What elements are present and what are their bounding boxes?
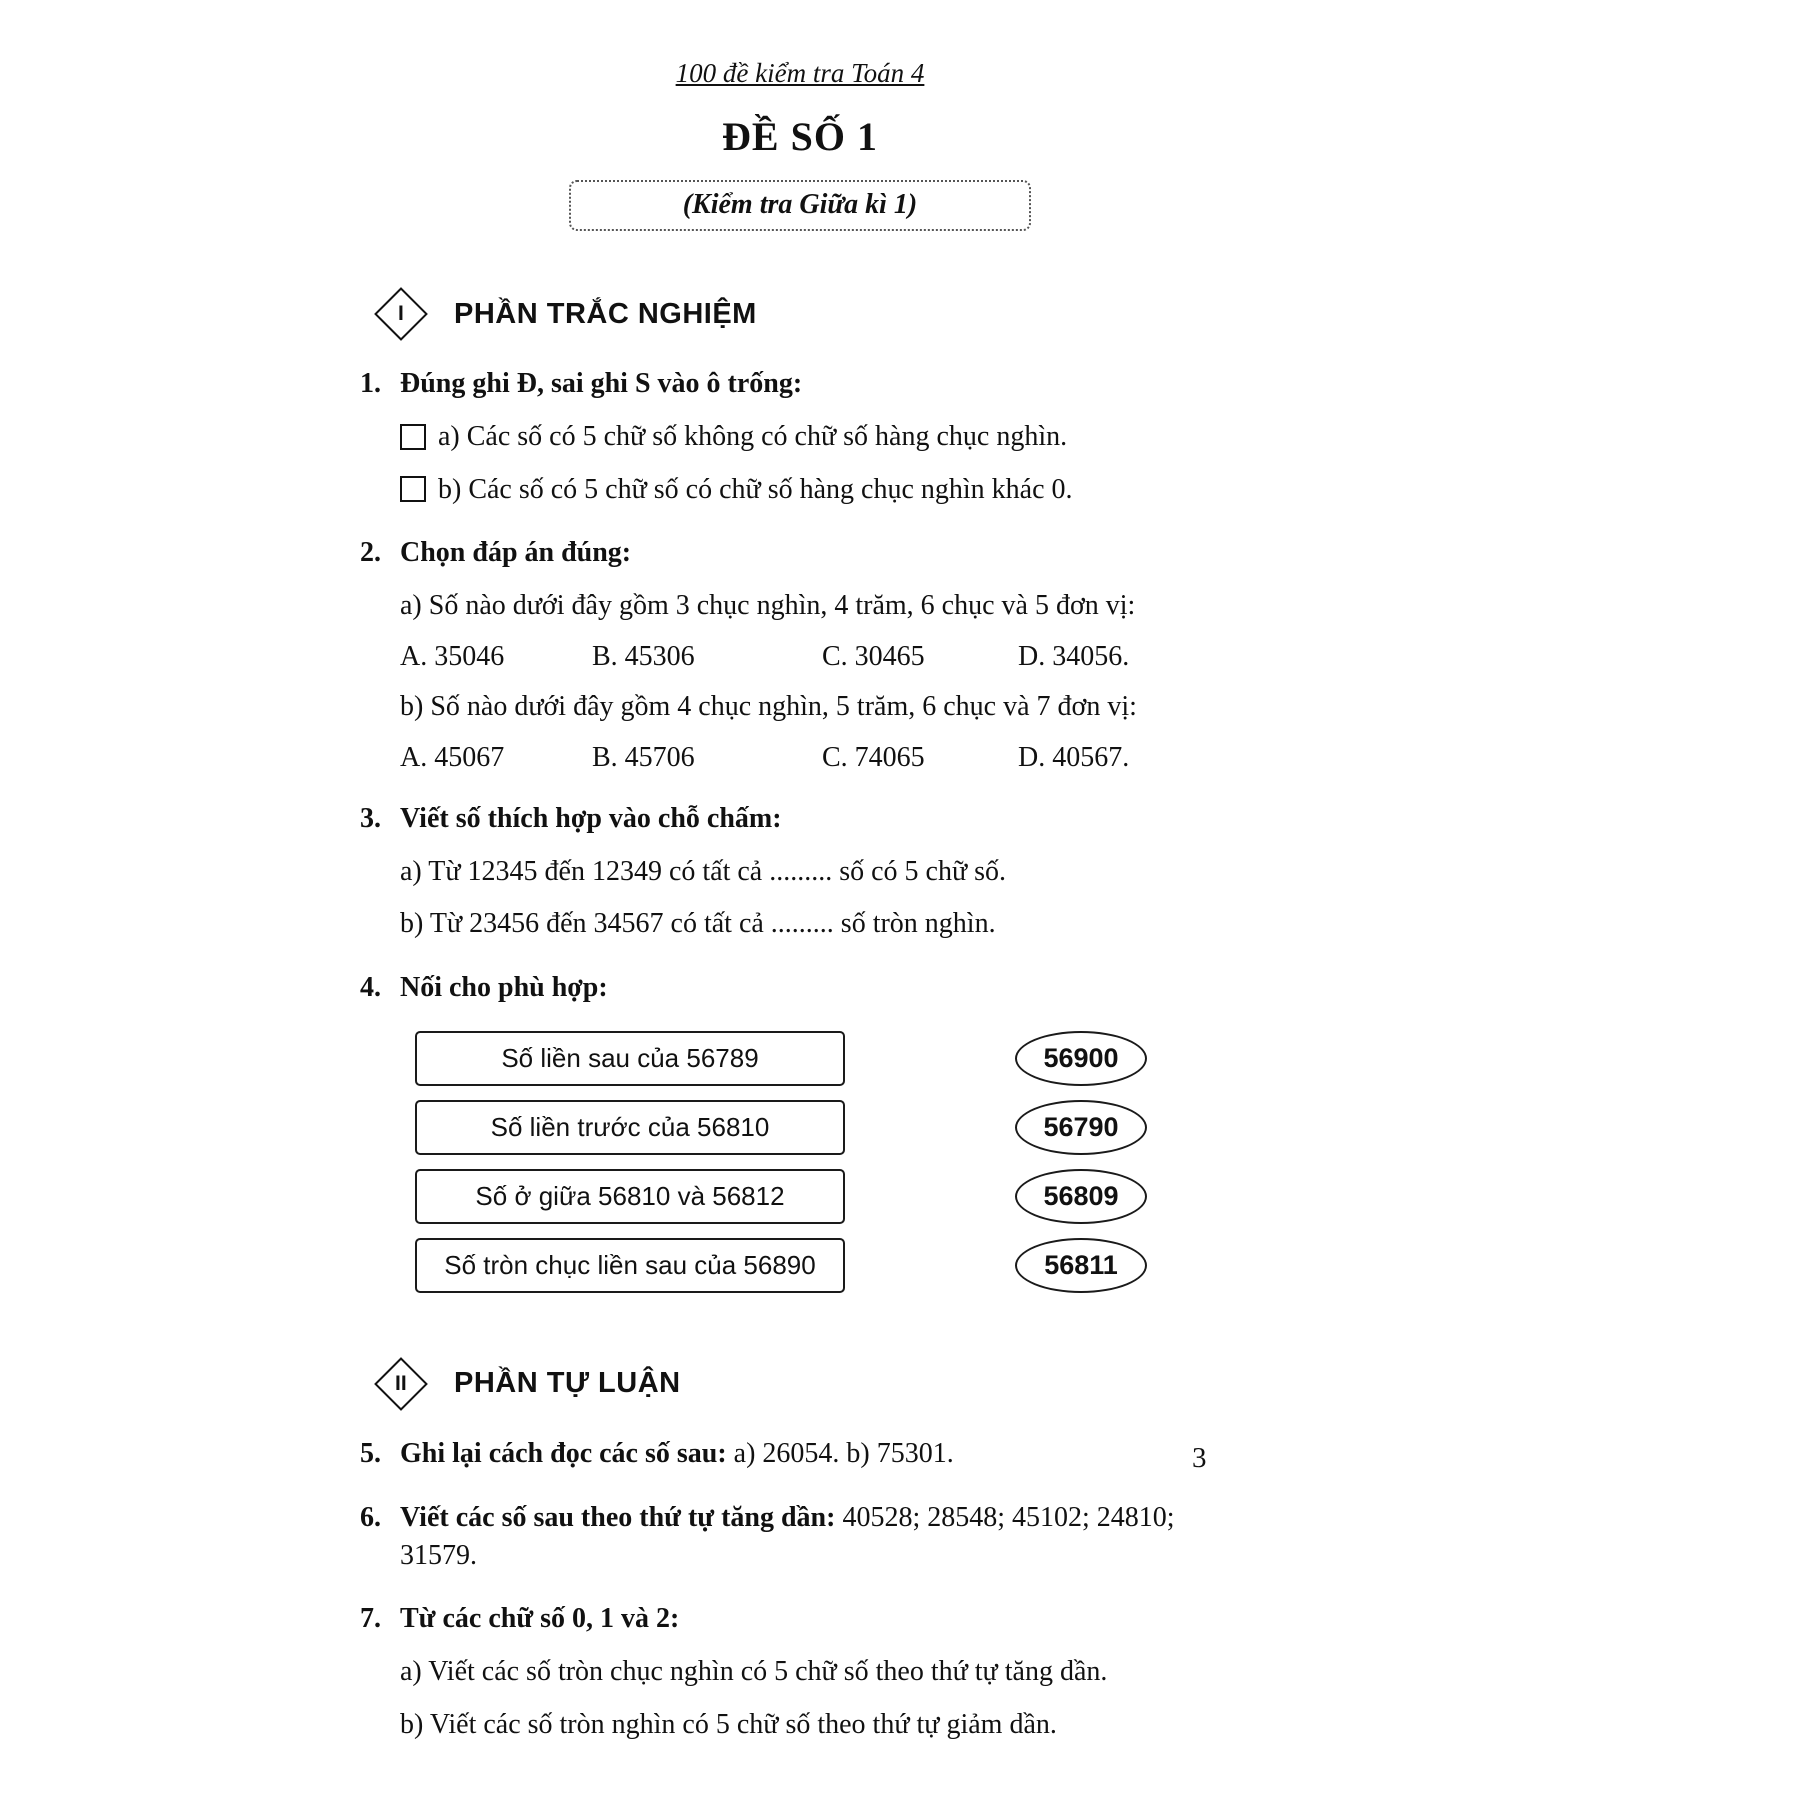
question-5-body-text: a) 26054. b) 75301. (733, 1437, 954, 1469)
match-left-box-2[interactable] (415, 1100, 845, 1155)
page-content (360, 0, 1240, 1744)
question-2a-text: a) Số nào dưới đây gồm 3 chục nghìn, 4 trăm, 6 chục và 5 đơn vị: (400, 590, 1136, 622)
question-2b-options (400, 742, 1240, 774)
option-2a-C: C. 30465 (822, 640, 925, 672)
section-1-marker: I (398, 302, 404, 325)
question-1-heading (360, 365, 1240, 403)
question-4-heading-text: Nối cho phù hợp: (400, 972, 608, 1004)
question-3-heading (360, 800, 1240, 838)
question-5-number: 5. (360, 1437, 381, 1469)
question-1a-text: a) Các số có 5 chữ số không có chữ số hàng chục nghìn. (438, 420, 1068, 452)
question-4-heading (360, 969, 1240, 1007)
match-left-label-2: Số liền trước của 56810 (490, 1111, 770, 1142)
match-right-label-4: 56811 (1044, 1249, 1118, 1280)
question-2-heading (360, 534, 1240, 572)
question-2-heading-text: Chọn đáp án đúng: (400, 537, 632, 569)
match-right-label-1: 56900 (1043, 1042, 1119, 1073)
match-row-1 (415, 1031, 1240, 1086)
question-2a-options (400, 641, 1240, 673)
question-1-number: 1. (360, 368, 381, 399)
question-5-text (400, 1435, 954, 1473)
question-7-number: 7. (360, 1603, 381, 1635)
subtitle-box (569, 180, 1031, 231)
option-2a-D: D. 34056. (1018, 640, 1130, 672)
match-left-label-3: Số ở giữa 56810 và 56812 (475, 1180, 785, 1211)
match-right-oval-3[interactable] (1015, 1169, 1147, 1224)
section-1-title: PHẦN TRẮC NGHIỆM (454, 297, 757, 330)
question-7-heading-text: Từ các chữ số 0, 1 và 2: (400, 1603, 680, 1635)
match-row-4 (415, 1238, 1240, 1293)
answer-checkbox-1b[interactable] (400, 476, 426, 502)
option-2b-B: B. 45706 (592, 741, 695, 773)
question-6-text (400, 1499, 1240, 1575)
question-5-line (360, 1435, 1240, 1473)
option-2b-D: D. 40567. (1018, 741, 1130, 773)
match-left-box-3[interactable] (415, 1169, 845, 1224)
match-right-label-3: 56809 (1043, 1180, 1119, 1211)
option-2a-B: B. 45306 (592, 640, 695, 672)
subtitle-text: (Kiểm tra Giữa kì 1) (682, 189, 918, 220)
question-7-heading (360, 1600, 1240, 1638)
question-5-heading-text: Ghi lại cách đọc các số sau: (400, 1437, 727, 1469)
match-right-label-2: 56790 (1043, 1111, 1119, 1142)
matching-exercise (415, 1031, 1240, 1293)
answer-checkbox-1a[interactable] (400, 424, 426, 450)
question-1b-text: b) Các số có 5 chữ số có chữ số hàng chục nghìn khác 0. (438, 473, 1073, 505)
option-2b-A: A. 45067 (400, 741, 505, 773)
question-6-number: 6. (360, 1501, 381, 1533)
page-title: ĐỀ SỐ 1 (722, 114, 878, 159)
question-7b-text: b) Viết các số tròn nghìn có 5 chữ số theo thứ tự giảm dần. (400, 1708, 1057, 1740)
question-3-heading-text: Viết số thích hợp vào chỗ chấm: (400, 802, 782, 834)
match-left-box-4[interactable] (415, 1238, 845, 1293)
section-1-header (376, 289, 1240, 339)
match-left-box-1[interactable] (415, 1031, 845, 1086)
question-6-line (360, 1499, 1240, 1575)
section-2-title: PHẦN TỰ LUẬN (454, 1367, 681, 1400)
question-6-body-text: 40528; 28548; 45102; 24810; 31579. (400, 1501, 1175, 1571)
question-4-number: 4. (360, 972, 381, 1004)
question-2-number: 2. (360, 537, 381, 569)
section-2-diamond-icon (374, 1357, 428, 1411)
book-header: 100 đề kiểm tra Toán 4 (675, 58, 925, 88)
match-right-oval-1[interactable] (1015, 1031, 1147, 1086)
question-3a-text: a) Từ 12345 đến 12349 có tất cả ......... số có 5 chữ số. (400, 855, 1007, 887)
section-2-marker: II (395, 1371, 407, 1395)
match-row-2 (415, 1100, 1240, 1155)
option-2a-A: A. 35046 (400, 640, 505, 672)
question-3b-text: b) Từ 23456 đến 34567 có tất cả ......... số tròn nghìn. (400, 908, 996, 940)
option-2b-C: C. 74065 (822, 741, 925, 773)
match-row-3 (415, 1169, 1240, 1224)
question-2b-text: b) Số nào dưới đây gồm 4 chục nghìn, 5 trăm, 6 chục và 7 đơn vị: (400, 690, 1137, 722)
question-1a-line (400, 418, 1240, 456)
match-right-oval-2[interactable] (1015, 1100, 1147, 1155)
match-left-label-1: Số liền sau của 56789 (501, 1042, 759, 1073)
section-2-header (376, 1359, 1240, 1409)
section-1-diamond-icon (374, 287, 428, 341)
question-1-heading-text: Đúng ghi Đ, sai ghi S vào ô trống: (400, 368, 803, 399)
page-number: 3 (1192, 1442, 1207, 1474)
question-6-heading-text: Viết các số sau theo thứ tự tăng dần: (400, 1501, 836, 1533)
question-1b-line (400, 471, 1240, 509)
question-3-number: 3. (360, 802, 381, 834)
match-right-oval-4[interactable] (1015, 1238, 1147, 1293)
match-left-label-4: Số tròn chục liền sau của 56890 (444, 1249, 816, 1280)
question-7a-text: a) Viết các số tròn chục nghìn có 5 chữ số theo thứ tự tăng dần. (400, 1656, 1108, 1688)
